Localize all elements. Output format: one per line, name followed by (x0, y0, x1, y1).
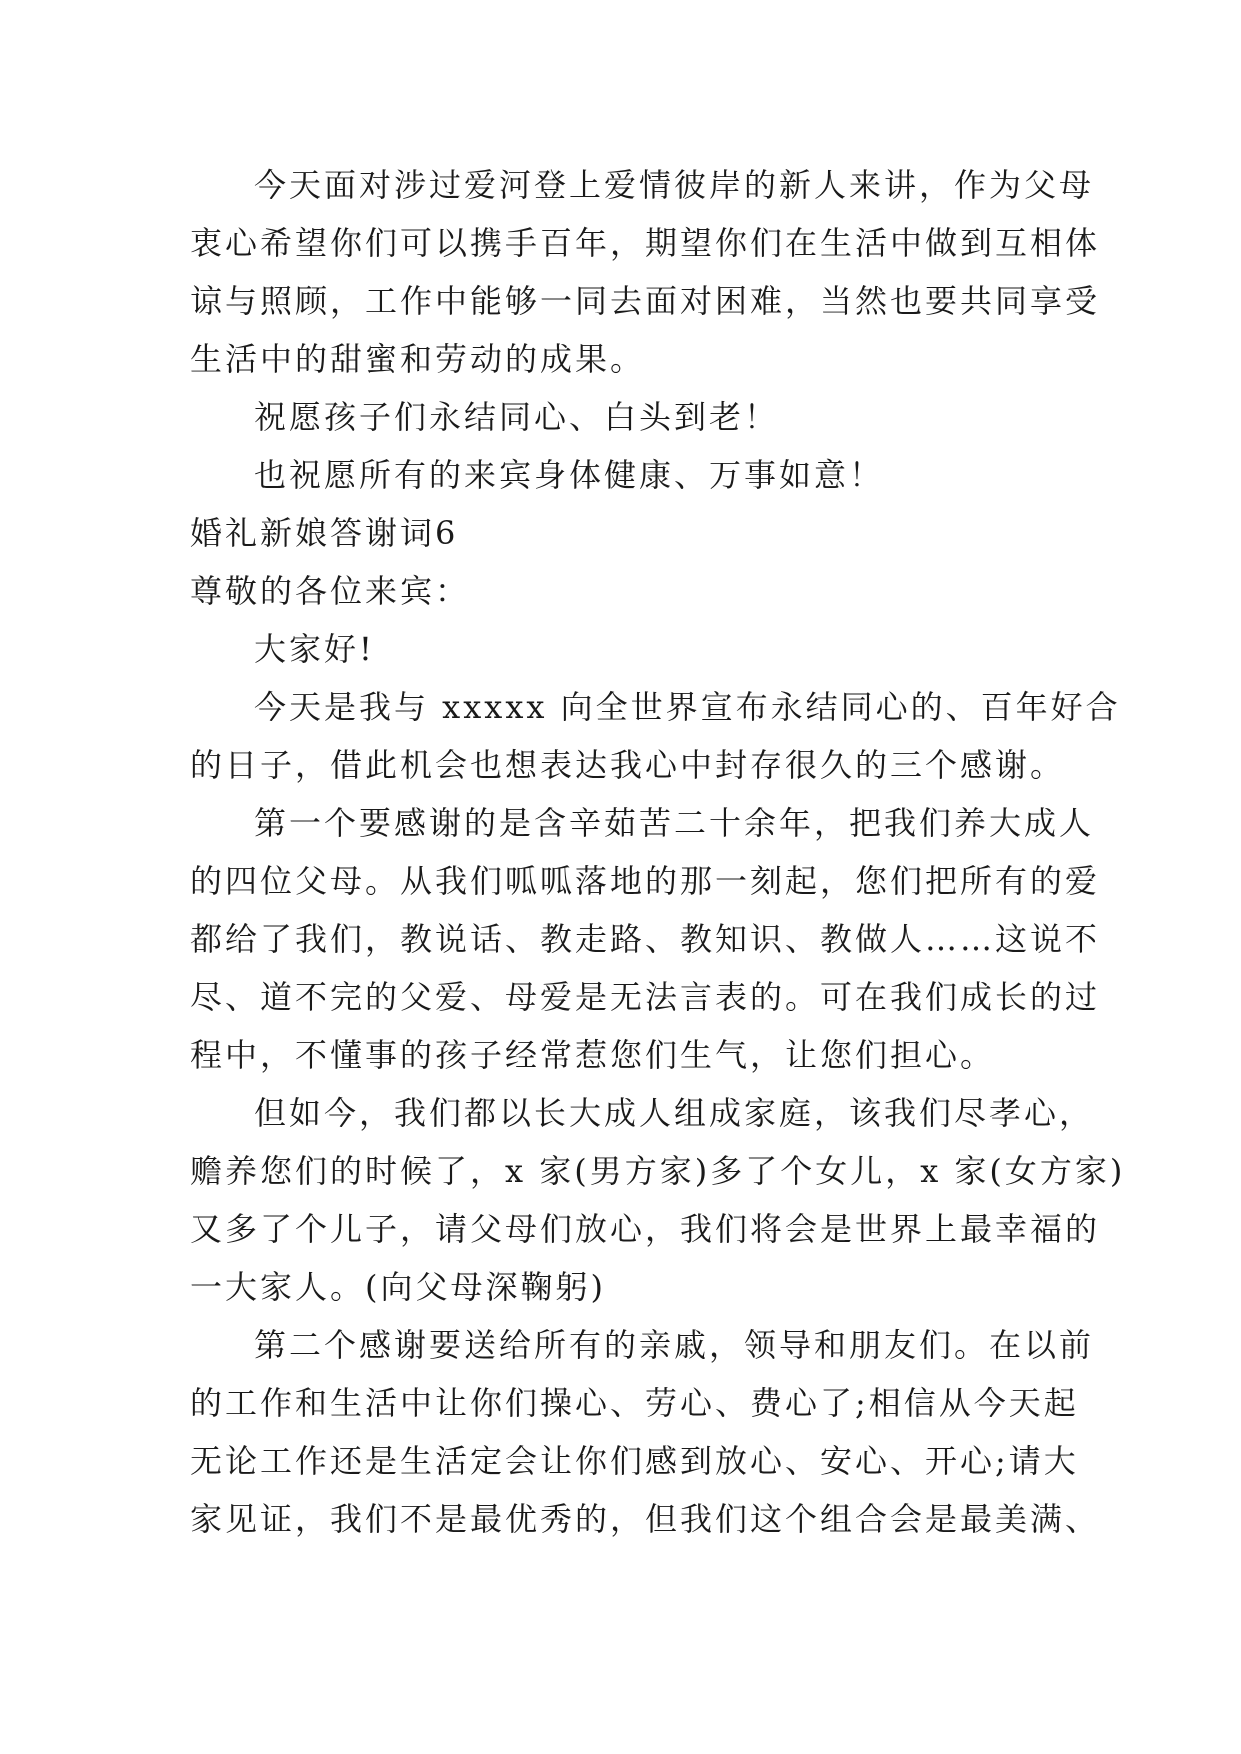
text-line: 家见证，我们不是最优秀的，但我们这个组合会是最美满、 (190, 1500, 1101, 1538)
text-line: 第一个要感谢的是含辛茹苦二十余年，把我们养大成人 (254, 804, 1095, 842)
text-line: 今天面对涉过爱河登上爱情彼岸的新人来讲，作为父母 (254, 166, 1095, 204)
text-line: 今天是我与 xxxxx 向全世界宣布永结同心的、百年好合 (254, 688, 1121, 726)
text-line: 谅与照顾，工作中能够一同去面对困难，当然也要共同享受 (190, 282, 1101, 320)
text-line: 一大家人。(向父母深鞠躬) (190, 1268, 606, 1306)
text-line: 程中，不懂事的孩子经常惹您们生气，让您们担心。 (190, 1036, 996, 1074)
text-line: 第二个感谢要送给所有的亲戚，领导和朋友们。在以前 (254, 1326, 1095, 1364)
text-line: 无论工作还是生活定会让你们感到放心、安心、开心;请大 (190, 1442, 1079, 1480)
text-line: 也祝愿所有的来宾身体健康、万事如意！ (254, 456, 885, 494)
greeting: 大家好! (254, 630, 375, 668)
text-line: 的四位父母。从我们呱呱落地的那一刻起，您们把所有的爱 (190, 862, 1101, 900)
salutation: 尊敬的各位来宾： (190, 572, 471, 610)
document-body (190, 156, 1126, 1548)
text-line: 又多了个儿子，请父母们放心，我们将会是世界上最幸福的 (190, 1210, 1101, 1248)
text-line: 生活中的甜蜜和劳动的成果。 (190, 340, 646, 378)
text-line: 但如今，我们都以长大成人组成家庭，该我们尽孝心， (254, 1094, 1095, 1132)
text-line: 祝愿孩子们永结同心、白头到老！ (254, 398, 780, 436)
text-line: 都给了我们，教说话、教走路、教知识、教做人……这说不 (190, 920, 1101, 958)
text-line: 的工作和生活中让你们操心、劳心、费心了;相信从今天起 (190, 1384, 1079, 1422)
text-line: 尽、道不完的父爱、母爱是无法言表的。可在我们成长的过 (190, 978, 1101, 1016)
text-line: 衷心希望你们可以携手百年，期望你们在生活中做到互相体 (190, 224, 1101, 262)
text-line: 赡养您们的时候了，x 家(男方家)多了个女儿，x 家(女方家) (190, 1152, 1126, 1190)
text-line: 的日子，借此机会也想表达我心中封存很久的三个感谢。 (190, 746, 1066, 784)
section-heading: 婚礼新娘答谢词6 (190, 514, 459, 552)
